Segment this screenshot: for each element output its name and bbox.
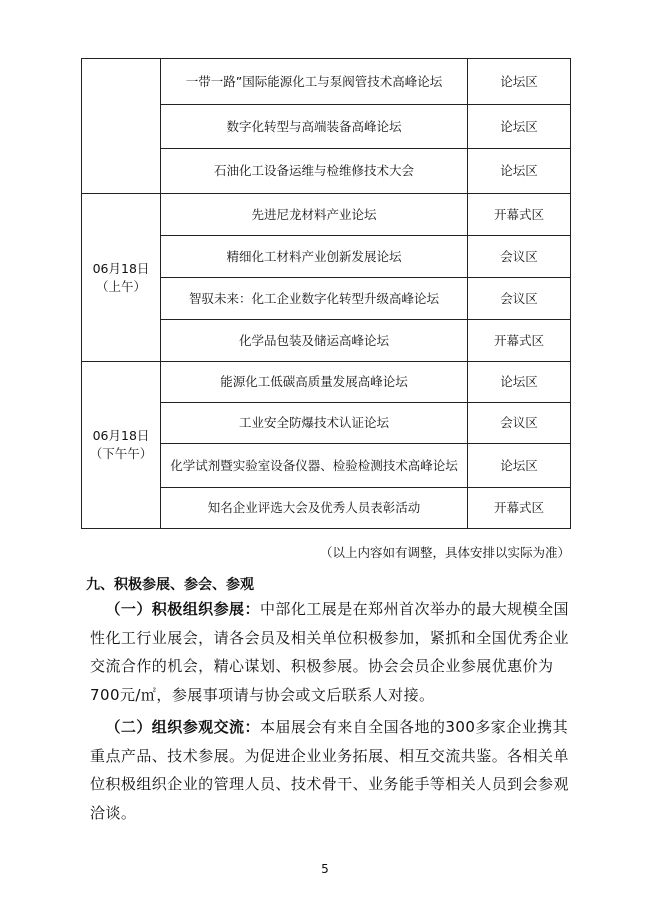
forum-name-cell: 工业安全防爆技术认证论坛 [161,403,468,444]
table-row [82,362,571,403]
venue-cell: 开幕式区 [468,194,571,236]
date-cell [82,59,161,194]
forum-name-cell: 化学试剂暨实验室设备仪器、检验检测技术高峰论坛 [161,444,468,488]
venue-cell: 会议区 [468,403,571,444]
forum-name-cell: 能源化工低碳高质量发展高峰论坛 [161,362,468,403]
venue-cell: 论坛区 [468,444,571,488]
paragraph-lead: （一）积极组织参展： [105,600,260,618]
venue-cell: 论坛区 [468,59,571,105]
table-row [82,59,571,105]
forum-name-cell: 数字化转型与高端装备高峰论坛 [161,105,468,149]
forum-schedule-table [81,58,571,529]
forum-name-cell: 化学品包装及储运高峰论坛 [161,320,468,362]
table-row [82,194,571,236]
paragraph-lead: （二）组织参观交流： [105,718,260,736]
section-heading: 九、积极参展、参会、参观 [86,577,254,593]
venue-cell: 会议区 [468,278,571,320]
paragraph-visit [90,713,570,827]
venue-cell: 会议区 [468,236,571,278]
venue-cell: 开幕式区 [468,320,571,362]
venue-cell: 论坛区 [468,105,571,149]
page-number: 5 [321,862,329,876]
forum-name-cell: 先进尼龙材料产业论坛 [161,194,468,236]
forum-name-cell: 一带一路”国际能源化工与泵阀管技术高峰论坛 [161,59,468,105]
date-cell: 06月18日（上午） [82,194,161,362]
paragraph-exhibit [90,595,570,709]
venue-cell: 论坛区 [468,362,571,403]
paragraph-text: 本届展会有来自全国各地的300多家企业携其重点产品、技术参展。为促进企业业务拓展、相互交流共鉴。各相关单位积极组织企业的管理人员、技术骨干、业务能手等相关人员到会参观洽谈。 [90,718,569,822]
paragraph-text: 中部化工展是在郑州首次举办的最大规模全国性化工行业展会，请各会员及相关单位积极参加，紧抓和全国优秀企业交流合作的机会，精心谋划、积极参展。协会会员企业参展优惠价为700元/㎡，参展事项请与协会或文后联系人对接。 [90,600,569,704]
forum-name-cell: 精细化工材料产业创新发展论坛 [161,236,468,278]
venue-cell: 开幕式区 [468,488,571,529]
forum-name-cell: 知名企业评选大会及优秀人员表彰活动 [161,488,468,529]
venue-cell: 论坛区 [468,149,571,194]
forum-name-cell: 石油化工设备运维与检维修技术大会 [161,149,468,194]
date-cell: 06月18日（下午午） [82,362,161,529]
forum-name-cell: 智驭未来：化工企业数字化转型升级高峰论坛 [161,278,468,320]
schedule-note: （以上内容如有调整，具体安排以实际为准） [319,545,570,560]
